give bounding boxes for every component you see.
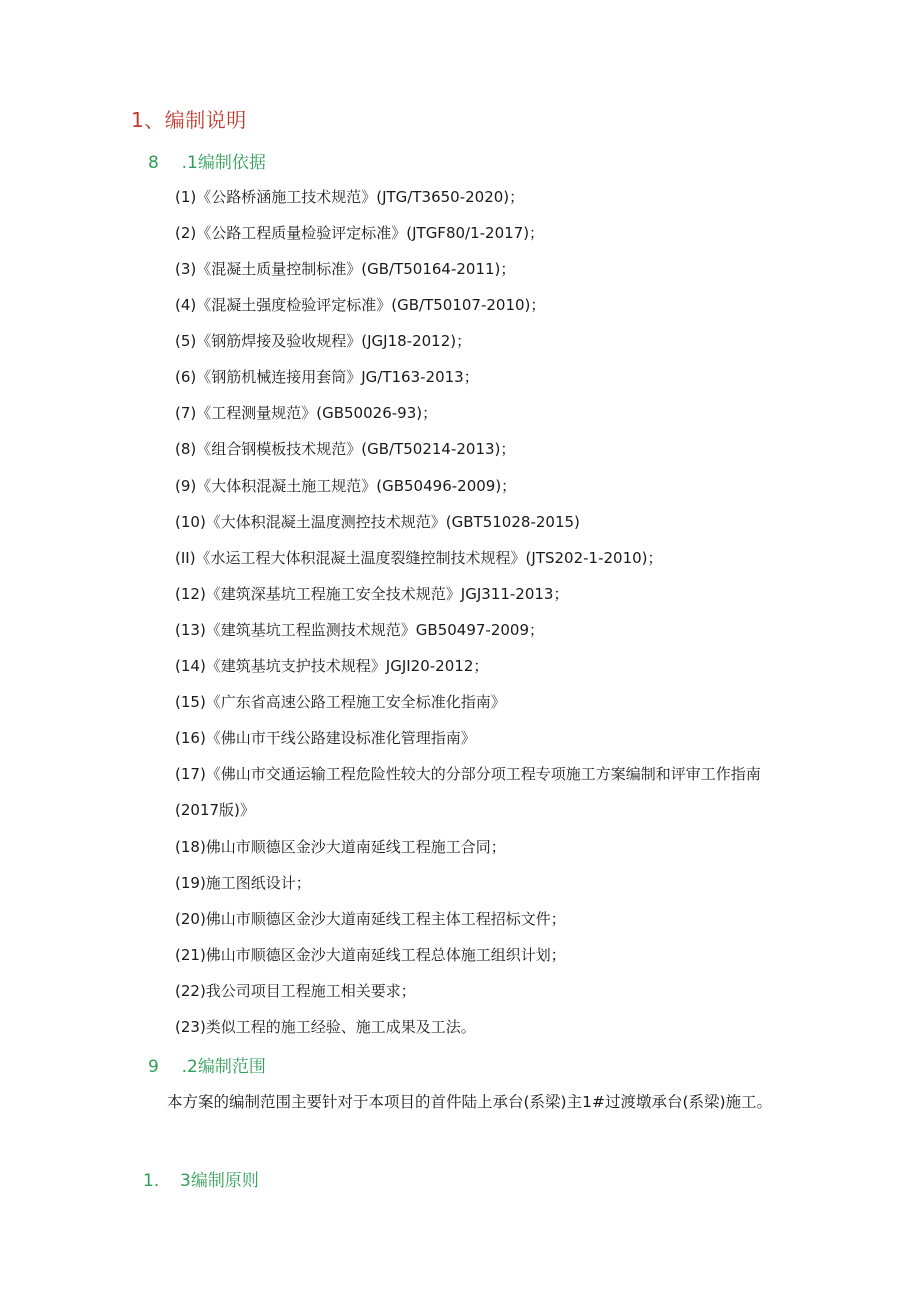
reference-item: (9)《大体积混凝土施工规范》(GB50496-2009)；: [175, 477, 517, 495]
reference-item: (4)《混凝土强度检验评定标准》(GB/T50107-2010)；: [175, 296, 546, 314]
section-title: .2编制范围: [181, 1057, 266, 1077]
reference-item: (12)《建筑深基坑工程施工安全技术规范》JGJ311-2013；: [175, 585, 569, 603]
reference-item: (2)《公路工程质量检验评定标准》(JTGF80/1-2017)；: [175, 224, 545, 242]
section-scope-heading: [148, 1052, 266, 1077]
scope-paragraph: 本方案的编制范围主要针对于本项目的首件陆上承台(系梁)主1#过渡墩承台(系梁)施工。: [167, 1093, 773, 1111]
reference-item-wrapped: (17)《佛山市交通运输工程危险性较大的分部分项工程专项施工方案编制和评审工作指南(2017版)》: [175, 765, 761, 819]
section-title: 3编制原则: [180, 1171, 259, 1191]
reference-item: (8)《组合钢模板技术规范》(GB/T50214-2013)；: [175, 440, 516, 458]
reference-item: (18)佛山市顺德区金沙大道南延线工程施工合同；: [175, 838, 506, 856]
reference-item: (21)佛山市顺德区金沙大道南延线工程总体施工组织计划；: [175, 946, 566, 964]
section-title: .1编制依据: [181, 153, 266, 173]
reference-item: (23)类似工程的施工经验、施工成果及工法。: [175, 1018, 476, 1036]
reference-item: (16)《佛山市干线公路建设标准化管理指南》: [175, 729, 476, 747]
reference-item: (7)《工程测量规范》(GB50026-93)；: [175, 404, 438, 422]
reference-item: (1)《公路桥涵施工技术规范》(JTG/T3650-2020)；: [175, 188, 525, 206]
reference-item: (6)《钢筋机械连接用套筒》JG/T163-2013；: [175, 368, 479, 386]
section-principles-heading: [143, 1166, 259, 1191]
section-number: 1.: [143, 1171, 160, 1191]
reference-item: (14)《建筑基坑支护技术规程》JGJI20-2012；: [175, 657, 489, 675]
section-number: 9: [148, 1057, 159, 1077]
heading-compilation-notes: 1、编制说明: [131, 108, 247, 132]
reference-item: (II)《水运工程大体积混凝土温度裂缝控制技术规程》(JTS202-1-2010)；: [175, 549, 663, 567]
reference-item: (19)施工图纸设计；: [175, 874, 311, 892]
section-basis-heading: [148, 148, 266, 173]
reference-item: (20)佛山市顺德区金沙大道南延线工程主体工程招标文件；: [175, 910, 566, 928]
reference-item: (15)《广东省高速公路工程施工安全标准化指南》: [175, 693, 506, 711]
reference-item: (10)《大体积混凝土温度测控技术规范》(GBT51028-2015): [175, 513, 580, 531]
reference-item: (13)《建筑基坑工程监测技术规范》GB50497-2009；: [175, 621, 545, 639]
section-number: 8: [148, 153, 159, 173]
reference-item: (3)《混凝土质量控制标准》(GB/T50164-2011)；: [175, 260, 516, 278]
reference-item: (22)我公司项目工程施工相关要求；: [175, 982, 416, 1000]
reference-item: (5)《钢筋焊接及验收规程》(JGJ18-2012)；: [175, 332, 472, 350]
